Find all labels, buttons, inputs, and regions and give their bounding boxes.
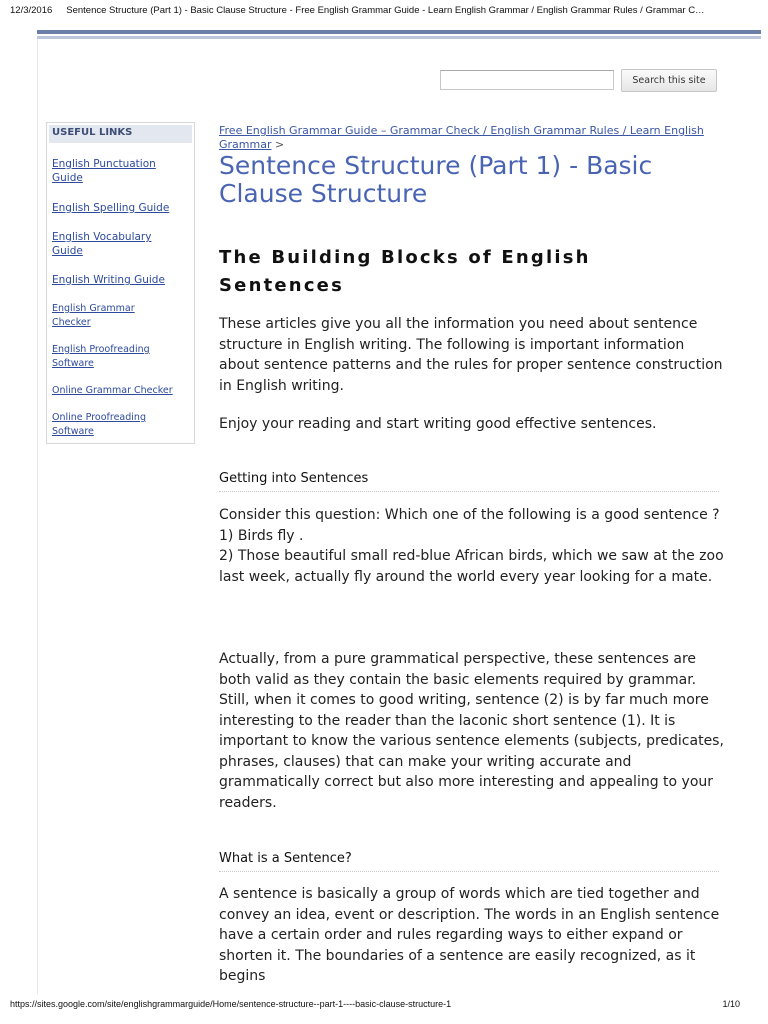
print-header (10, 5, 758, 16)
sidebar-link-proofreading-software[interactable]: English Proofreading Software (52, 344, 150, 369)
sidebar-link-punctuation[interactable]: English Punctuation Guide (52, 158, 156, 184)
question-option-1: 1) Birds fly . (219, 527, 304, 544)
breadcrumb-link-home[interactable]: Free English Grammar Guide – Grammar Check / English Grammar Rules / Learn English Grammar (219, 124, 704, 151)
sidebar-link-online-proofreading[interactable]: Online Proofreading Software (52, 412, 146, 437)
definition-paragraph: A sentence is basically a group of words which are tied together and convey an idea, event or description. The words in an English sentence have a certain order and rules regarding ways to either expand or shorten it. The boundaries of a sentence are easily recognized, as it begins (219, 886, 720, 984)
print-page-title: Sentence Structure (Part 1) - Basic Clause Structure - Free English Grammar Guide - Learn English Grammar / English Grammar Rules / Grammar C… (66, 5, 705, 16)
enjoy-paragraph: Enjoy your reading and start writing good effective sentences. (219, 416, 657, 432)
section-heading: The Building Blocks of English Sentences (219, 247, 591, 296)
search-input[interactable] (440, 70, 614, 90)
print-url: https://sites.google.com/site/englishgrammarguide/Home/sentence-structure--part-1----basic-clause-structure-1 (10, 999, 452, 1009)
question-option-2: 2) Those beautiful small red-blue African birds, which we saw at the zoo last week, actually fly around the world every year looking for a mate. (219, 548, 724, 585)
print-footer (10, 999, 740, 1009)
actually-paragraph: Actually, from a pure grammatical perspective, these sentences are both valid as they contain the basic elements required by grammar. Still, when it comes to good writing, sentence (2) is by far much more interesting to the reader than the laconic short sentence (1). It is important to know the various sentence elements (subjects, predicates, phrases, clauses) that can make your writing accurate and grammatically correct but also more interesting and appealing to your readers. (219, 651, 724, 811)
header-rule-light (37, 36, 761, 39)
subheading-divider (219, 871, 719, 872)
sidebar-link-online-grammar-checker[interactable]: Online Grammar Checker (52, 385, 173, 396)
header-rule (37, 30, 761, 34)
breadcrumb (219, 124, 719, 152)
subheading-what-is-a-sentence: What is a Sentence? (219, 851, 352, 866)
print-page-number: 1/10 (722, 999, 740, 1009)
question-line: Consider this question: Which one of the following is a good sentence ? (219, 507, 720, 523)
breadcrumb-separator: > (274, 138, 285, 151)
search-button[interactable]: Search this site (621, 69, 717, 92)
subheading-getting-into-sentences: Getting into Sentences (219, 471, 369, 486)
print-date: 12/3/2016 (10, 5, 53, 16)
sidebar-link-grammar-checker[interactable]: English Grammar Checker (52, 303, 135, 328)
sidebar-link-spelling[interactable]: English Spelling Guide (52, 202, 170, 214)
sidebar-useful-links (46, 122, 195, 444)
subheading-divider (219, 491, 719, 492)
sidebar-link-vocabulary[interactable]: English Vocabulary Guide (52, 231, 152, 257)
question-paragraph (219, 505, 727, 587)
sidebar-title: USEFUL LINKS (49, 125, 192, 143)
intro-paragraph: These articles give you all the information you need about sentence structure in English writing. The following is important information about sentence patterns and the rules for proper sentence construction in English writing. (219, 316, 723, 394)
page-title: Sentence Structure (Part 1) - Basic Clause Structure (219, 151, 653, 208)
sidebar-link-writing[interactable]: English Writing Guide (52, 274, 165, 286)
content-frame-border (37, 39, 38, 994)
